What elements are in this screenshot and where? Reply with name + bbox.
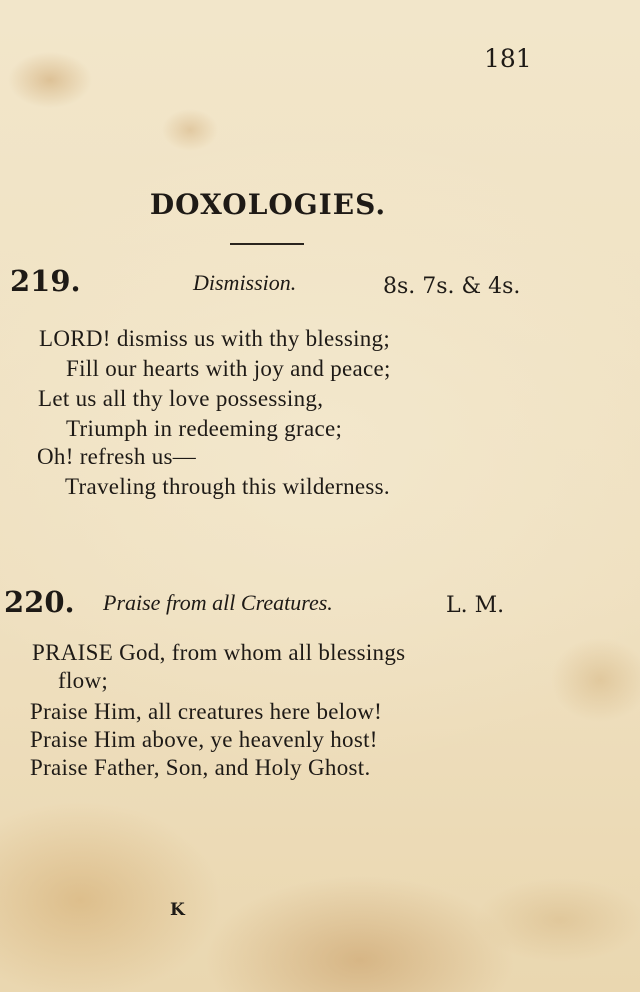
verse-line: flow; [58,668,109,693]
verse-line: LORD! dismiss us with thy blessing; [39,326,391,351]
hymn-number: 219. [10,264,81,298]
verse-line: Triumph in redeeming grace; [66,416,343,441]
verse-line: Praise Father, Son, and Holy Ghost. [30,755,371,780]
verse-line: PRAISE God, from whom all blessings [32,640,406,665]
hymn-meter: L. M. [446,593,505,618]
section-heading: DOXOLOGIES. [149,188,387,221]
hymn-title: Praise from all Creatures. [103,590,333,615]
verse-line: Oh! refresh us— [37,444,197,469]
verse-line: Praise Him, all creatures here below! [30,699,383,724]
hymn-title: Dismission. [193,270,297,295]
verse-line: Traveling through this wilderness. [65,474,390,499]
page-number: 181 [484,44,532,73]
verse-line: Praise Him above, ye heavenly host! [30,727,378,752]
verse-line: Fill our hearts with joy and peace; [66,356,391,381]
signature-mark: K [170,900,185,920]
heading-rule [230,243,304,245]
hymn-meter: 8s. 7s. & 4s. [383,274,521,299]
verse-line: Let us all thy love possessing, [38,386,324,411]
hymn-number: 220. [4,585,75,619]
